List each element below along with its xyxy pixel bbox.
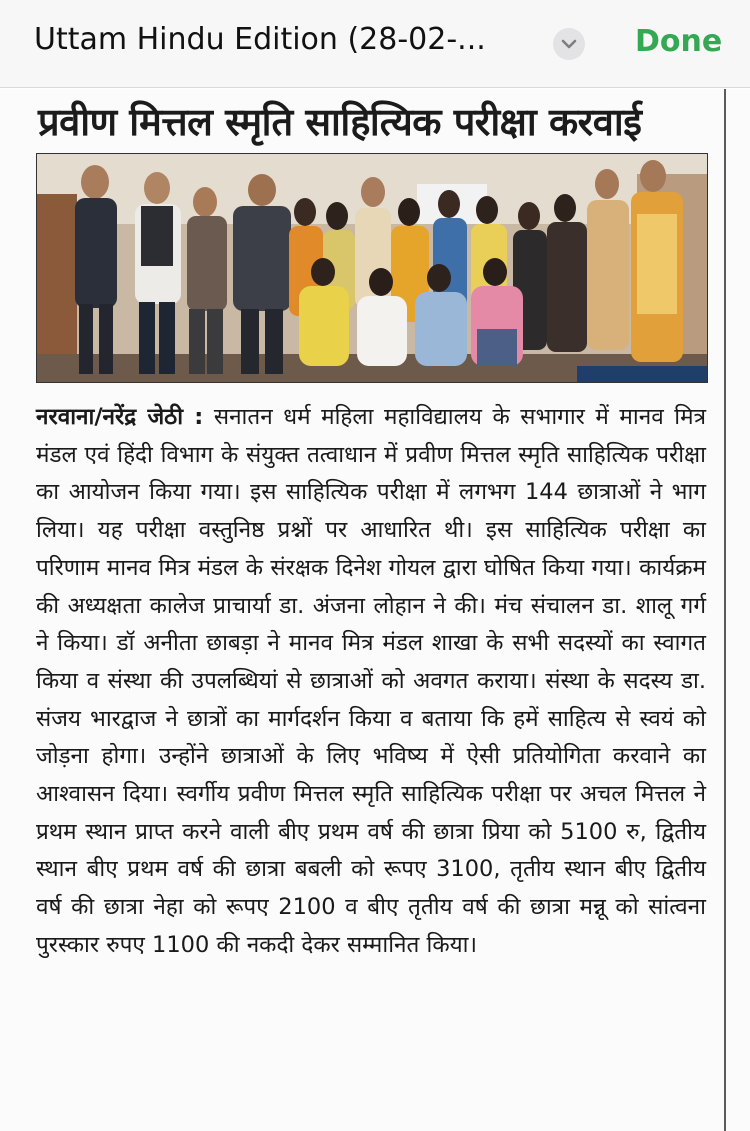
- article-text: सनातन धर्म महिला महाविद्यालय के सभागार में मानव मित्र मंडल एवं हिंदी विभाग के संयुक्त तत्वाधान में प्रवीण मित्तल स्मृति साहित्यिक परीक्षा का आयोजन किया गया। इस साहित्यिक परीक्षा में लगभग 144 छात्राओं ने भाग लिया। यह परीक्षा वस्तुनिष्ठ प्रश्नों पर आधारित थी। इस साहित्यिक परीक्षा का परिणाम मानव मित्र मंडल के संरक्षक दिनेश गोयल द्वारा घोषित किया गया। कार्यक्रम की अध्यक्षता कालेज प्राचार्या डा. अंजना लोहान ने की। मंच संचालन डा. शालू गर्ग ने किया। डॉ अनीता छाबड़ा ने मानव मित्र मंडल शाखा के सभी सदस्यों का स्वागत किया व संस्था की उपलब्धियां से छात्राओं को अवगत कराया। संस्था के सदस्य डा. संजय भारद्वाज ने छात्रों का मार्गदर्शन किया व बताया कि हमें साहित्य से स्वयं को जोड़ना होगा। उन्होंने छात्राओं के लिए भविष्य में ऐसी प्रतियोगिता करवाने का आश्वासन दिया। स्वर्गीय प्रवीण मित्तल स्मृति साहित्यिक परीक्षा पर अचल मित्तल ने प्रथम स्थान प्राप्त करने वाली बीए प्रथम वर्ष की छात्रा प्रिया को 5100 रु, द्वितीय स्थान बीए प्रथम वर्ष की छात्रा बबली को रूपए 3100, तृतीय स्थान बीए द्वितीय वर्ष की छात्रा नेहा को रूपए 2100 व बीए तृतीय वर्ष की छात्रा मन्नू को सांत्वना पुरस्कार रुपए 1100 की नकदी देकर सम्मानित किया।: [36, 404, 706, 958]
- chevron-down-button[interactable]: [553, 28, 585, 60]
- article-byline: नरवाना/नरेंद्र जेठी :: [36, 404, 204, 430]
- column-divider: [724, 89, 726, 1131]
- article-body: [36, 399, 706, 965]
- group-photo: [36, 153, 708, 383]
- viewer-toolbar: [0, 0, 750, 88]
- document-title[interactable]: Uttam Hindu Edition (28-02-...: [34, 22, 486, 57]
- article-headline: प्रवीण मित्तल स्मृति साहित्यिक परीक्षा करवाई: [38, 100, 642, 144]
- newspaper-clipping: [0, 89, 750, 1131]
- chevron-down-icon: [561, 37, 577, 51]
- next-article-cutoff: [36, 1125, 706, 1131]
- done-button[interactable]: Done: [635, 24, 723, 59]
